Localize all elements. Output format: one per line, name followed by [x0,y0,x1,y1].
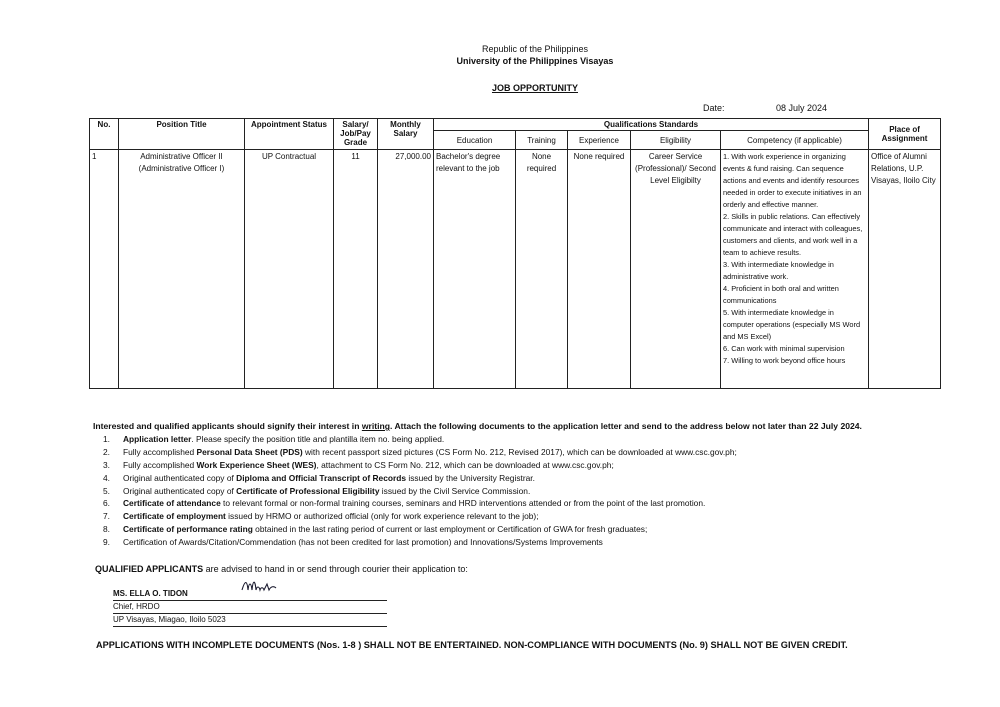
date-value: 08 July 2024 [776,103,828,113]
cell-monthly-salary: 27,000.00 [378,150,434,389]
header-eligibility: Eligibility [631,131,721,150]
header-no: No. [90,119,119,150]
header-experience: Experience [568,131,631,150]
cell-place: Office of Alumni Relations, U.P. Visayas, Iloilo City [869,150,941,389]
list-item: 6. Certificate of attendance to relevant formal or non-formal training courses, seminars and HRD interventions attended or from the point of the last promotion. [103,498,706,509]
instructions-paragraph [93,421,923,431]
header-position: Position Title [119,119,245,150]
cell-no: 1 [90,150,119,389]
warning-notice: APPLICATIONS WITH INCOMPLETE DOCUMENTS (Nos. 1-8 ) SHALL NOT BE ENTERTAINED. NON-COMPLIANCE WITH DOCUMENTS (No. 9) SHALL NOT BE GIVEN CREDIT. [96,640,848,650]
cell-competency [721,150,869,389]
list-item: 5. Original authenticated copy of Certificate of Professional Eligibility issued by the Civil Service Commission. [103,485,531,496]
competency-item: 2. Skills in public relations. Can effectively communicate and interact with colleagues, customers and clients, and work well in a team to achieve results. [723,212,863,257]
qualified-label: QUALIFIED APPLICANTS [95,564,204,574]
list-item: 8. Certificate of performance rating obtained in the last rating period of current or last employment or Certification of GWA for fresh graduates; [103,524,648,535]
header-monthly-salary: Monthly Salary [378,119,434,150]
competency-item: 5. With intermediate knowledge in computer operations (especially MS Word and MS Excel) [723,308,861,341]
competency-item: 3. With intermediate knowledge in administrative work. [723,260,834,281]
cell-training: None required [516,150,568,389]
signature-icon [241,578,281,594]
competency-item: 6. Can work with minimal supervision [723,344,845,353]
instructions-pre: Interested and qualified applicants should signify their interest in [93,421,362,431]
contact-name: MS. ELLA O. TIDON [113,588,387,601]
header-appointment: Appointment Status [245,119,334,150]
instructions-post: . Attach the following documents to the application letter and send to the address below not later than 22 July 2024. [390,421,862,431]
qualified-text: are advised to hand in or send through courier their application to: [203,564,468,574]
cell-education: Bachelor's degree relevant to the job [434,150,516,389]
competency-item: 7. Willing to work beyond office hours [723,356,846,365]
list-item: 1. Application letter. Please specify the position title and plantilla item no. being applied. [103,434,445,444]
contact-address: UP Visayas, Miagao, Iloilo 5023 [113,614,387,627]
cell-experience: None required [568,150,631,389]
competency-item: 4. Proficient in both oral and written communications [723,284,839,305]
job-table [89,118,941,389]
qualified-applicants-note [95,564,468,574]
list-item: 4. Original authenticated copy of Diploma and Official Transcript of Records issued by the University Registrar. [103,472,535,483]
header-salary-grade: Salary/ Job/Pay Grade [334,119,378,150]
header-education: Education [434,131,516,150]
cell-position: Administrative Officer II (Administrative Officer I) [119,150,245,389]
list-item: 7. Certificate of employment issued by HRMO or authorized official (only for work experience relevant to the job); [103,511,539,522]
cell-appointment: UP Contractual [245,150,334,389]
university-heading: University of the Philippines Visayas [456,56,614,66]
cell-salary-grade: 11 [334,150,378,389]
contact-block [113,588,387,627]
header-qualifications: Qualifications Standards [434,119,869,131]
competency-item: 1. With work experience in organizing events & fund raising. Can sequence actions and events and identify resources needed in order to execute initiatives in an orderly and effective manner. [723,152,862,209]
required-documents-list [93,434,737,550]
date-line [703,103,828,113]
cell-eligibility: Career Service (Professional)/ Second Level Eligibilty [631,150,721,389]
list-item: 9. Certification of Awards/Citation/Commendation (has not been credited for last promotion) and Innovations/Systems Improvements [103,537,603,548]
date-label: Date: [703,103,725,113]
contact-title: Chief, HRDO [113,601,387,614]
table-row [90,150,941,389]
instructions-emphasis: writing [361,421,391,431]
document-title: JOB OPPORTUNITY [491,83,578,93]
list-item: 2. Fully accomplished Personal Data Sheet (PDS) with recent passport sized pictures (CS Form No. 212, Revised 2017), which can be downloaded at www.csc.gov.ph; [103,446,737,457]
list-item: 3. Fully accomplished Work Experience Sheet (WES), attachment to CS Form No. 212, which can be downloaded at www.csc.gov.ph; [103,459,614,470]
header-training: Training [516,131,568,150]
header-place: Place of Assignment [869,119,941,150]
header-competency: Competency (if applicable) [721,131,869,150]
republic-heading: Republic of the Philippines [481,44,589,54]
